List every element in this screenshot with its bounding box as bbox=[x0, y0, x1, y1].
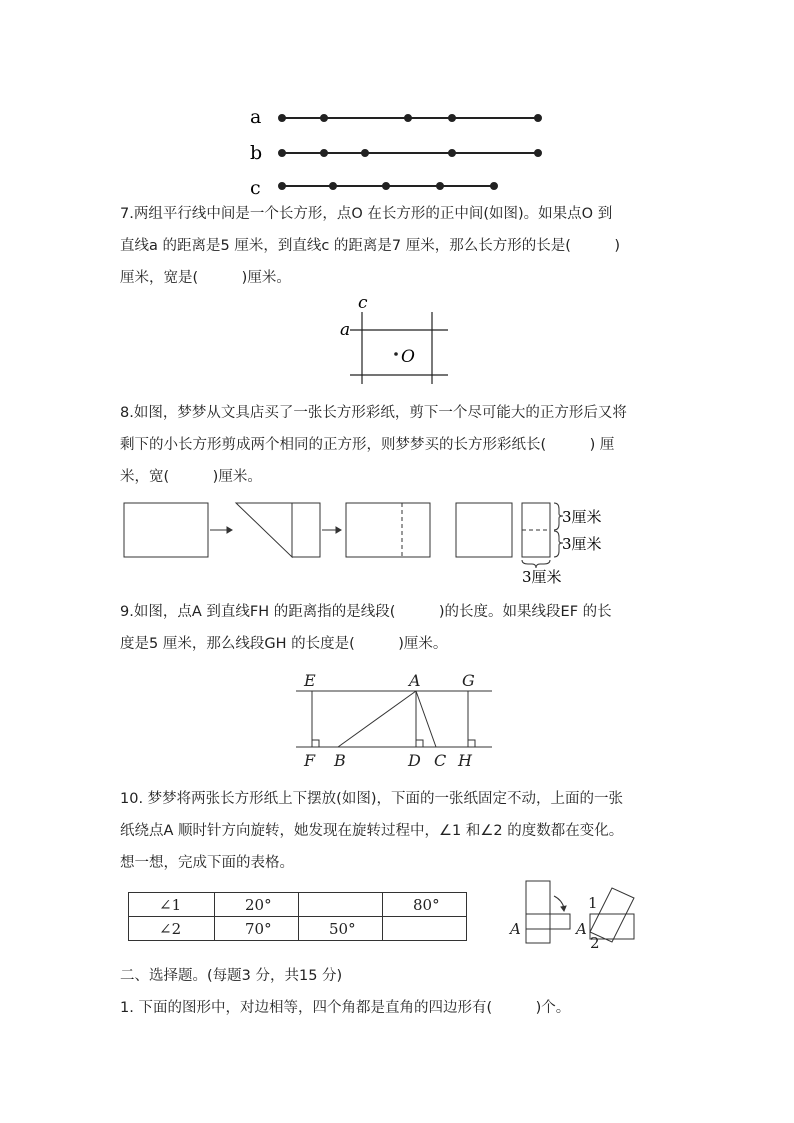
q8-label-bottom: 3厘米 bbox=[522, 568, 562, 586]
q9-label-e: E bbox=[304, 671, 316, 690]
point-o-dot bbox=[394, 352, 398, 356]
paper-rect-2 bbox=[346, 503, 430, 557]
table-cell: ∠2 bbox=[129, 917, 215, 941]
q9-figure bbox=[292, 670, 502, 772]
segment-b bbox=[279, 150, 541, 156]
q7-label-a: a bbox=[340, 320, 351, 340]
lower-paper-1 bbox=[526, 914, 570, 929]
q7-line-1: 7.两组平行线中间是一个长方形，点O 在长方形的正中间(如图)。如果点O 到 bbox=[120, 206, 613, 222]
segment-label-b: b bbox=[250, 142, 263, 164]
question-9 bbox=[120, 596, 680, 660]
brace-bottom bbox=[522, 560, 550, 568]
q10-label-a2: A bbox=[576, 920, 587, 938]
q8-line-3: 米，宽( )厘米。 bbox=[120, 469, 262, 485]
paper-strip bbox=[292, 503, 320, 557]
right-angle-h bbox=[468, 740, 475, 747]
table-cell[interactable] bbox=[383, 917, 467, 941]
segment-label-a: a bbox=[250, 106, 262, 128]
q9-line-1: 9.如图，点A 到直线FH 的距离指的是线段( )的长度。如果线段EF 的长 bbox=[120, 604, 612, 620]
right-angle-d bbox=[416, 740, 423, 747]
q9-line-2: 度是5 厘米，那么线段GH 的长度是( )厘米。 bbox=[120, 636, 448, 652]
q9-label-h: H bbox=[458, 751, 472, 770]
q10-figure bbox=[506, 874, 646, 950]
q8-line-2: 剩下的小长方形剪成两个相同的正方形，则梦梦买的长方形彩纸长( ) 厘 bbox=[120, 437, 615, 453]
section-2-question-1: 1. 下面的图形中，对边相等，四个角都是直角的四边形有( )个。 bbox=[120, 1000, 571, 1016]
q10-label-a1: A bbox=[510, 920, 521, 938]
paper-rect-1 bbox=[124, 503, 208, 557]
q9-label-a: A bbox=[409, 671, 421, 690]
q7-line-2: 直线a 的距离是5 厘米，到直线c 的距离是7 厘米，那么长方形的长是( ) bbox=[120, 238, 621, 254]
question-10 bbox=[120, 783, 680, 879]
segment-label-c: c bbox=[250, 177, 261, 199]
table-cell: ∠1 bbox=[129, 893, 215, 917]
q7-label-o: O bbox=[401, 347, 415, 367]
q9-label-d: D bbox=[408, 751, 421, 770]
q8-figure bbox=[118, 494, 618, 590]
q8-label-top: 3厘米 bbox=[562, 508, 602, 526]
q10-label-angle2: 2 bbox=[590, 934, 600, 950]
q9-label-b: B bbox=[334, 751, 346, 770]
segment-ac bbox=[416, 691, 436, 747]
segments-figure bbox=[240, 100, 560, 200]
angle-table bbox=[128, 892, 467, 941]
q7-line-3: 厘米，宽是( )厘米。 bbox=[120, 270, 291, 286]
section-2-heading: 二、选择题。(每题3 分，共15 分) bbox=[120, 968, 343, 984]
q7-label-c: c bbox=[358, 293, 368, 313]
q7-figure bbox=[336, 292, 456, 392]
segment-ab bbox=[338, 691, 416, 747]
table-cell: 80° bbox=[383, 893, 467, 917]
q9-label-c: C bbox=[434, 751, 447, 770]
table-cell[interactable] bbox=[299, 893, 383, 917]
folded-triangle bbox=[236, 503, 292, 557]
q10-line-3: 想一想，完成下面的表格。 bbox=[120, 855, 294, 871]
table-cell: 70° bbox=[215, 917, 299, 941]
table-row bbox=[129, 917, 467, 941]
segment-c bbox=[279, 183, 497, 189]
table-cell: 50° bbox=[299, 917, 383, 941]
q9-label-g: G bbox=[462, 671, 475, 690]
table-cell: 20° bbox=[215, 893, 299, 917]
square-piece bbox=[456, 503, 512, 557]
segment-a bbox=[279, 115, 541, 121]
upper-paper bbox=[526, 881, 550, 943]
right-angle-f bbox=[312, 740, 319, 747]
table-row bbox=[129, 893, 467, 917]
q10-label-angle1: 1 bbox=[588, 894, 598, 912]
q10-line-1: 10. 梦梦将两张长方形纸上下摆放(如图)，下面的一张纸固定不动，上面的一张 bbox=[120, 791, 623, 807]
q8-line-1: 8.如图，梦梦从文具店买了一张长方形彩纸，剪下一个尽可能大的正方形后又将 bbox=[120, 405, 627, 421]
question-8 bbox=[120, 397, 680, 493]
q8-label-mid: 3厘米 bbox=[562, 535, 602, 553]
question-7 bbox=[120, 198, 680, 294]
q10-line-2: 纸绕点A 顺时针方向旋转，她发现在旋转过程中，∠1 和∠2 的度数都在变化。 bbox=[120, 823, 624, 839]
q9-label-f: F bbox=[304, 751, 316, 770]
